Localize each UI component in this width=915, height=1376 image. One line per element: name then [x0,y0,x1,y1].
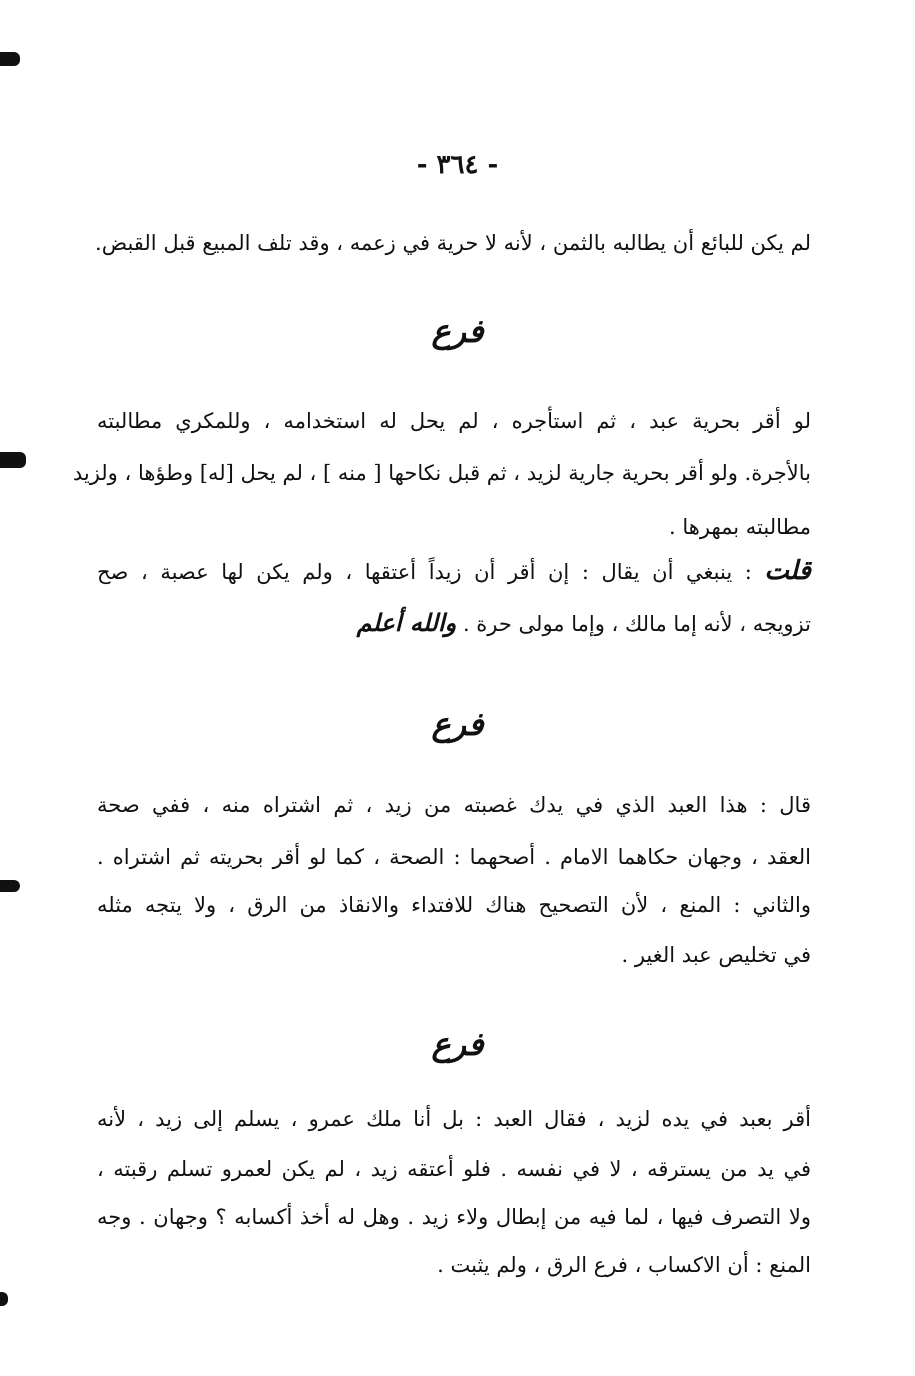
body-line: في يد من يسترقه ، لا في نفسه . فلو أعتقه زيد ، لم يكن لعمرو تسلم رقبته ، [97,1157,811,1181]
body-line: قال : هذا العبد الذي في يدك غصبته من زيد ، ثم اشتراه منه ، ففي صحة [97,793,811,817]
body-line: أقر بعبد في يده لزيد ، فقال العبد : بل أنا ملك عمرو ، يسلم إلى زيد ، لأنه [97,1107,811,1131]
section-heading: فرع [431,705,484,743]
qult-text: : ينبغي أن يقال : إن أقر أن زيداً أعتقها ، ولم يكن لها عصبة ، صح [97,560,752,584]
body-line: بالأجرة. ولو أقر بحرية جارية لزيد ، ثم قبل نكاحها [ منه ] ، لم يحل [له] وطؤها ، ولزيد [72,461,811,485]
section-heading: فرع [431,1025,484,1063]
intro-line: لم يكن للبائع أن يطالبه بالثمن ، لأنه لا حرية في زعمه ، وقد تلف المبيع قبل القبض. [95,231,811,255]
scan-edge-mark [0,880,20,892]
wallah-alam: والله أعلم [356,608,457,637]
scan-edge-mark [0,52,20,66]
body-line: ولا التصرف فيها ، لما فيه من إبطال ولاء زيد . وهل له أخذ أكسابه ؟ وجهان . وجه [97,1205,811,1229]
scan-edge-mark [0,452,26,468]
body-line: المنع : أن الاكساب ، فرع الرق ، ولم يثبت . [437,1253,811,1277]
qult-label: قلت [764,556,811,586]
section-heading: فرع [431,312,484,350]
body-line: في تخليص عبد الغير . [621,943,811,967]
body-line: والثاني : المنع ، لأن التصحيح هناك للافتداء والانقاذ من الرق ، ولا يتجه مثله [97,893,811,917]
body-line: العقد ، وجهان حكاهما الامام . أصحهما : الصحة ، كما لو أقر بحريته ثم اشتراه . [97,845,811,869]
qult-text-2: تزويجه ، لأنه إما مالك ، وإما مولى حرة . [462,612,811,636]
body-line: مطالبته بمهرها . [669,515,811,539]
page-number: - ٣٦٤ - [416,150,499,180]
body-line: لو أقر بحرية عبد ، ثم استأجره ، لم يحل له استخدامه ، وللمكري مطالبته [97,409,811,433]
qult-line [97,556,811,587]
qult-line-2 [357,608,811,639]
scan-edge-mark [0,1292,8,1306]
